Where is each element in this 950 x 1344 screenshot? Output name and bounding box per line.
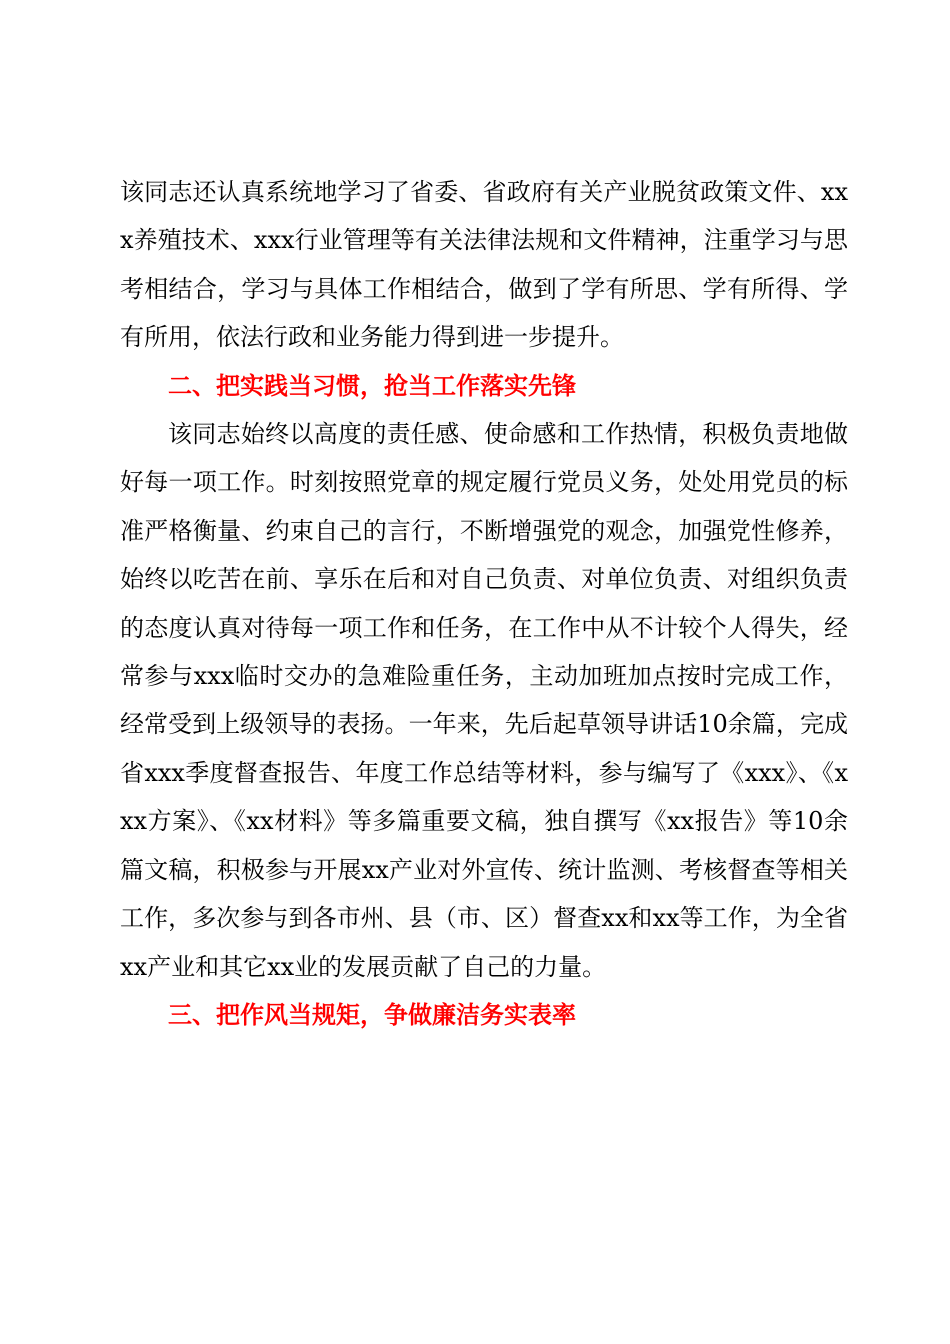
document-body: [120, 168, 848, 1039]
section-heading: 三、把作风当规矩，争做廉洁务实表率: [168, 1000, 576, 1029]
body-paragraph: 该同志始终以高度的责任感、使命感和工作热情，积极负责地做好每一项工作。时刻按照党章的规定履行党员义务，处处用党员的标准严格衡量、约束自己的言行，不断增强党的观念，加强党性修养，始终以吃苦在前、享乐在后和对自己负责、对单位负责、对组织负责的态度认真对待每一项工作和任务，在工作中从不计较个人得失，经常参与xxx临时交办的急难险重任务，主动加班加点按时完成工作，经常受到上级领导的表扬。一年来，先后起草领导讲话10余篇，完成省xxx季度督查报告、年度工作总结等材料，参与编写了《xxx》、《xxx方案》、《xx材料》等多篇重要文稿，独自撰写《xx报告》等10余篇文稿，积极参与开展xx产业对外宣传、统计监测、考核督查等相关工作，多次参与到各市州、县（市、区）督查xx和xx等工作，为全省xx产业和其它xx业的发展贡献了自己的力量。: [120, 420, 848, 981]
body-paragraph: 该同志还认真系统地学习了省委、省政府有关产业脱贫政策文件、xxx养殖技术、xxx行业管理等有关法律法规和文件精神，注重学习与思考相结合，学习与具体工作相结合，做到了学有所思、学有所得、学有所用，依法行政和业务能力得到进一步提升。: [120, 178, 848, 352]
section-heading: 二、把实践当习惯，抢当工作落实先锋: [168, 371, 576, 400]
